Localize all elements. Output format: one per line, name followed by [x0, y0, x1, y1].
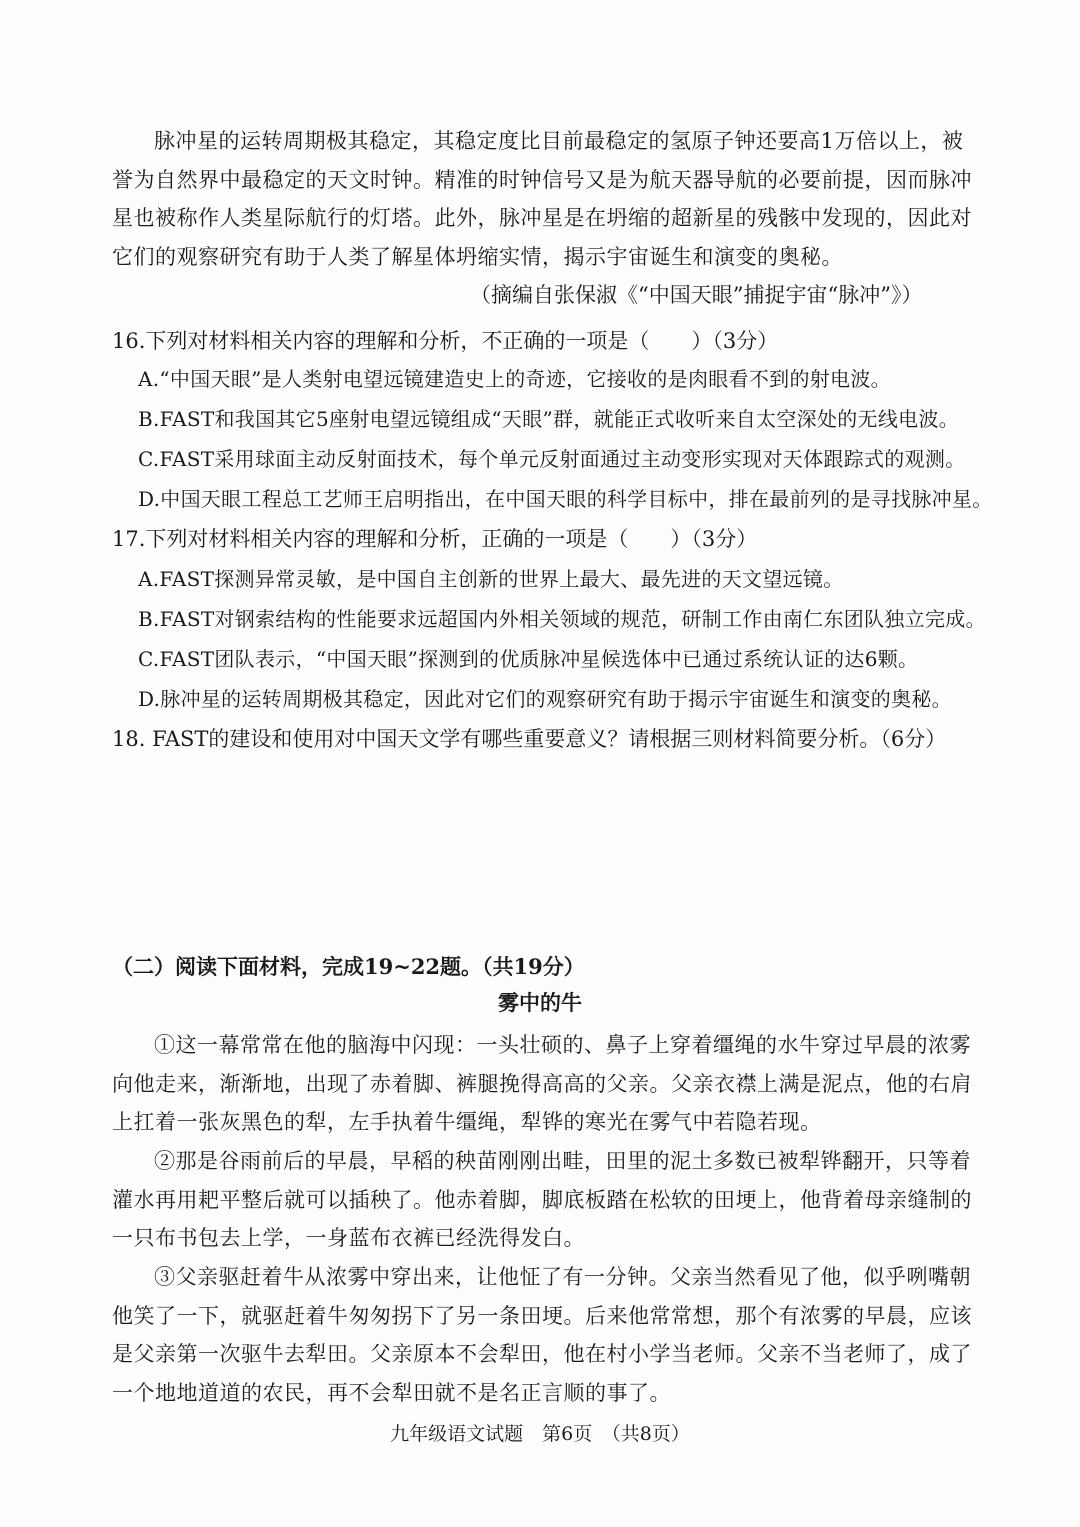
question-16-stem: 16.下列对材料相关内容的理解和分析，不正确的一项是（ ）（3分）	[112, 329, 779, 353]
question-18-stem: 18. FAST的建设和使用对中国天文学有哪些重要意义？请根据三则材料简要分析。（6分）	[112, 727, 947, 751]
story-paragraph-3: ③父亲驱赶着牛从浓雾中穿出来，让他怔了有一分钟。父亲当然看见了他，似乎咧嘴朝他笑了一下，就驱赶着牛匆匆拐下了另一条田埂。后来他常常想，那个有浓雾的早晨，应该是父亲第一次驱牛去犁田。父亲原本不会犁田，他在村小学当老师。父亲不当老师了，成了一个地地道道的农民，再不会犁田就不是名正言顺的事了。	[112, 1265, 972, 1405]
section-2-heading: （二）阅读下面材料，完成19~22题。（共19分）	[112, 954, 585, 979]
question-16-option-a: A.“中国天眼”是人类射电望远镜建造史上的奇迹，它接收的是肉眼看不到的射电波。	[138, 367, 891, 391]
story-paragraph-1: ①这一幕常常在他的脑海中闪现：一头壮硕的、鼻子上穿着缰绳的水牛穿过早晨的浓雾向他走来，渐渐地，出现了赤着脚、裤腿挽得高高的父亲。父亲衣襟上满是泥点，他的右肩上扛着一张灰黑色的犁，左手执着牛缰绳，犁铧的寒光在雾气中若隐若现。	[112, 1033, 972, 1134]
question-17-option-c: C.FAST团队表示，“中国天眼”探测到的优质脉冲星候选体中已通过系统认证的达6颗。	[138, 647, 919, 671]
story-paragraph-2: ②那是谷雨前后的早晨，早稻的秧苗刚刚出畦，田里的泥土多数已被犁铧翻开，只等着灌水再用耙平整后就可以插秧了。他赤着脚，脚底板踏在松软的田埂上，他背着母亲缝制的一只布书包去上学，一身蓝布衣裤已经洗得发白。	[112, 1149, 972, 1250]
question-16-option-b: B.FAST和我国其它5座射电望远镜组成“天眼”群，就能正式收听来自太空深处的无线电波。	[138, 407, 960, 431]
question-17-option-d: D.脉冲星的运转周期极其稳定，因此对它们的观察研究有助于揭示宇宙诞生和演变的奥秘。	[138, 687, 952, 711]
question-16-option-d: D.中国天眼工程总工艺师王启明指出，在中国天眼的科学目标中，排在最前列的是寻找脉冲星。	[138, 487, 993, 511]
question-17-option-b: B.FAST对钢索结构的性能要求远超国内外相关领域的规范，研制工作由南仁东团队独立完成。	[138, 607, 986, 631]
page-footer: 九年级语文试题 第6页 （共8页）	[390, 1423, 690, 1445]
story-title: 雾中的牛	[498, 990, 582, 1015]
passage-source: （摘编自张保淑《“中国天眼”捕捉宇宙“脉冲”》）	[470, 283, 923, 307]
question-17-stem: 17.下列对材料相关内容的理解和分析，正确的一项是（ ）（3分）	[112, 527, 758, 551]
passage-paragraph: 脉冲星的运转周期极其稳定，其稳定度比目前最稳定的氢原子钟还要高1万倍以上，被誉为自然界中最稳定的天文时钟。精准的时钟信号又是为航天器导航的必要前提，因而脉冲星也被称作人类星际航行的灯塔。此外，脉冲星是在坍缩的超新星的残骸中发现的，因此对它们的观察研究有助于人类了解星体坍缩实情，揭示宇宙诞生和演变的奥秘。	[112, 129, 972, 269]
question-16-option-c: C.FAST采用球面主动反射面技术，每个单元反射面通过主动变形实现对天体跟踪式的观测。	[138, 447, 966, 471]
question-17-option-a: A.FAST探测异常灵敏，是中国自主创新的世界上最大、最先进的天文望远镜。	[138, 567, 844, 591]
